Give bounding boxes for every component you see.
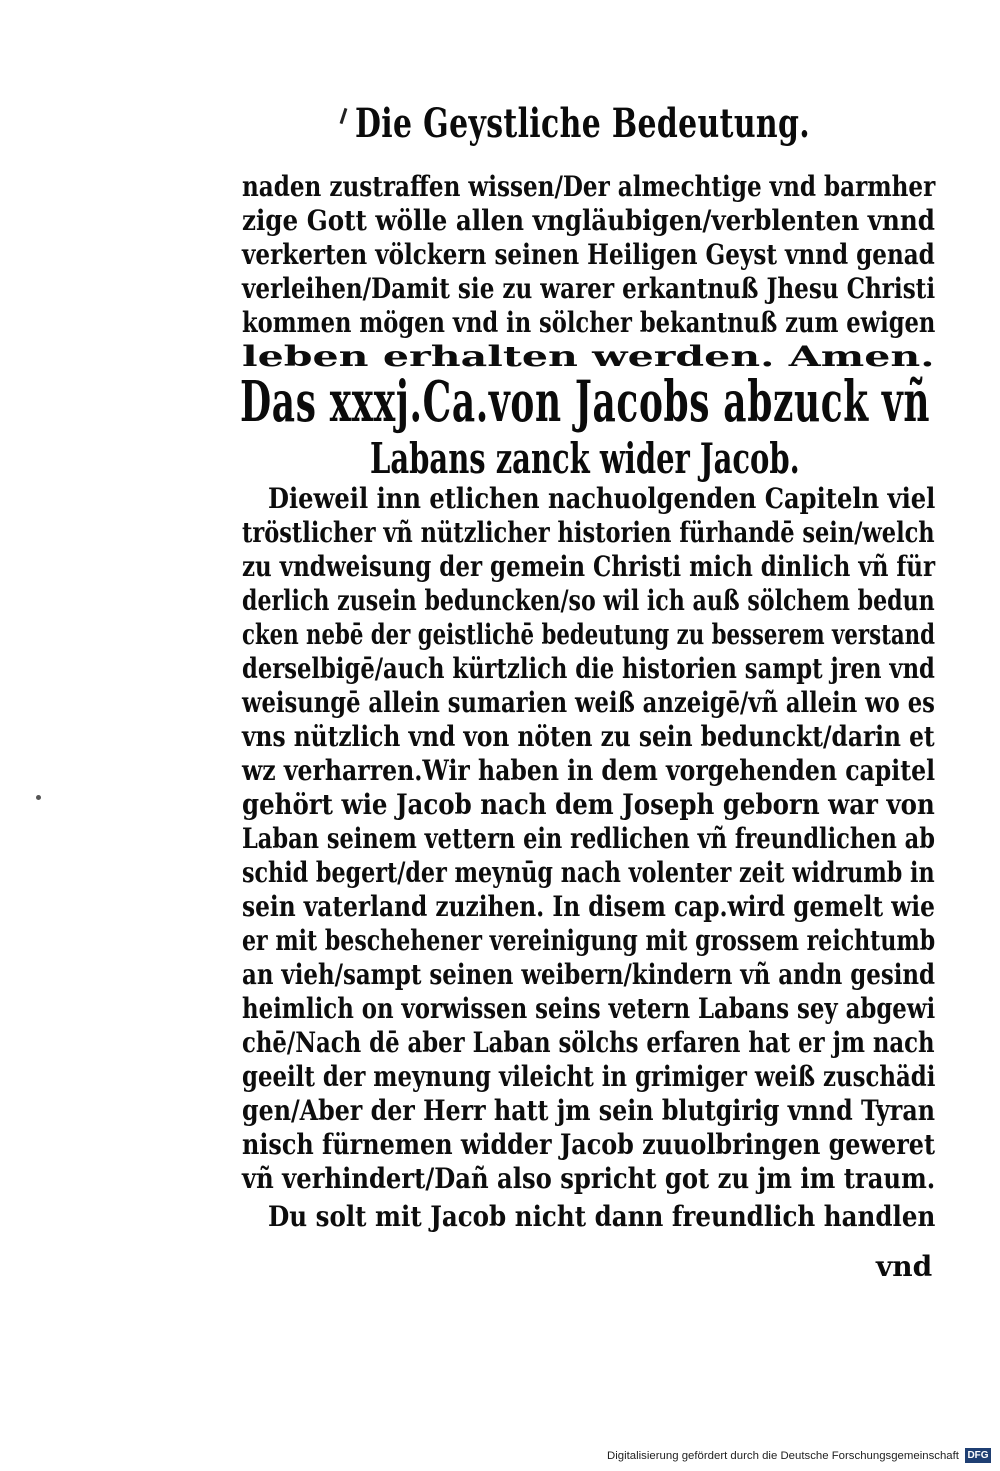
- text-line: sein vaterland zuzihen. In disem cap.wird gemelt wie: [242, 890, 935, 923]
- text-line: gehört wie Jacob nach dem Joseph geborn war von: [242, 788, 935, 821]
- text-line: Laban seinem vettern ein redlichen vñ freundlichen ab: [242, 822, 935, 855]
- chapter-title: Das xxxj.Ca.von Jacobs abzuck vñ: [240, 369, 931, 435]
- margin-mark: [340, 108, 348, 124]
- text-line: zige Gott wölle allen vngläubigen/verblenten vnnd: [242, 204, 936, 237]
- text-line: weisungē allein sumarien weiß anzeigē/vñ allein wo es: [242, 686, 935, 719]
- text-line: Dieweil inn etlichen nachuolgenden Capiteln viel: [268, 482, 936, 515]
- ink-speck: [36, 795, 41, 800]
- text-line: Du solt mit Jacob nicht dann freundlich handlen: [268, 1200, 936, 1233]
- text-line: verkerten völckern seinen Heiligen Geyst vnnd genad: [242, 238, 935, 271]
- text-line: derselbigē/auch kürtzlich die historien sampt jren vnd: [242, 652, 935, 685]
- text-line: er mit beschehener vereinigung mit grossem reichtumb: [242, 924, 936, 957]
- text-line: chē/Nach dē aber Laban sölchs erfaren hat er jm nach: [242, 1026, 935, 1059]
- text-line: tröstlicher vñ nützlicher historien fürhandē sein/welch: [242, 516, 935, 549]
- running-header: Die Geystliche Bedeutung.: [355, 100, 811, 147]
- text-line: cken nebē der geistlichē bedeutung zu besserem verstand: [242, 618, 935, 651]
- text-line: vns nützlich vnd von nöten zu sein bedunckt/darin et: [242, 720, 935, 753]
- text-line: zu vndweisung der gemein Christi mich dinlich vñ für: [242, 550, 936, 583]
- text-line: wz verharren.Wir haben in dem vorgehenden capitel: [242, 754, 936, 787]
- text-line: derlich zusein beduncken/so wil ich auß sölchem bedun: [242, 584, 935, 617]
- text-line: nisch fürnemen widder Jacob zuuolbringen geweret: [242, 1128, 935, 1161]
- text-line: heimlich on vorwissen seins vetern Labans sey abgewi: [242, 992, 936, 1025]
- text-line: schid begert/der meynūg nach volenter zeit widrumb in: [242, 856, 935, 889]
- text-line: naden zustraffen wissen/Der almechtige vnd barmher: [242, 170, 936, 203]
- dfg-logo-icon: DFG: [965, 1448, 991, 1463]
- catchword: vnd: [876, 1250, 933, 1283]
- text-line: geeilt der meynung vileicht in grimiger weiß zuschädi: [242, 1060, 936, 1093]
- text-line: verleihen/Damit sie zu warer erkantnuß Jhesu Christi: [242, 272, 936, 305]
- text-line: an vieh/sampt seinen weibern/kindern vñ andn gesind: [242, 958, 936, 991]
- chapter-subtitle: Labans zanck wider Jacob.: [370, 434, 800, 483]
- text-line: gen/Aber der Herr hatt jm sein blutgirig vnnd Tyran: [242, 1094, 935, 1127]
- text-line: kommen mögen vnd in sölcher bekantnuß zum ewigen: [242, 306, 936, 339]
- text-line: leben erhalten werden. Amen.: [242, 340, 935, 373]
- text-line: vñ verhindert/Dañ also spricht got zu jm im traum.: [242, 1162, 936, 1195]
- digitization-credit: Digitalisierung gefördert durch die Deutsche Forschungsgemeinschaft: [607, 1450, 959, 1462]
